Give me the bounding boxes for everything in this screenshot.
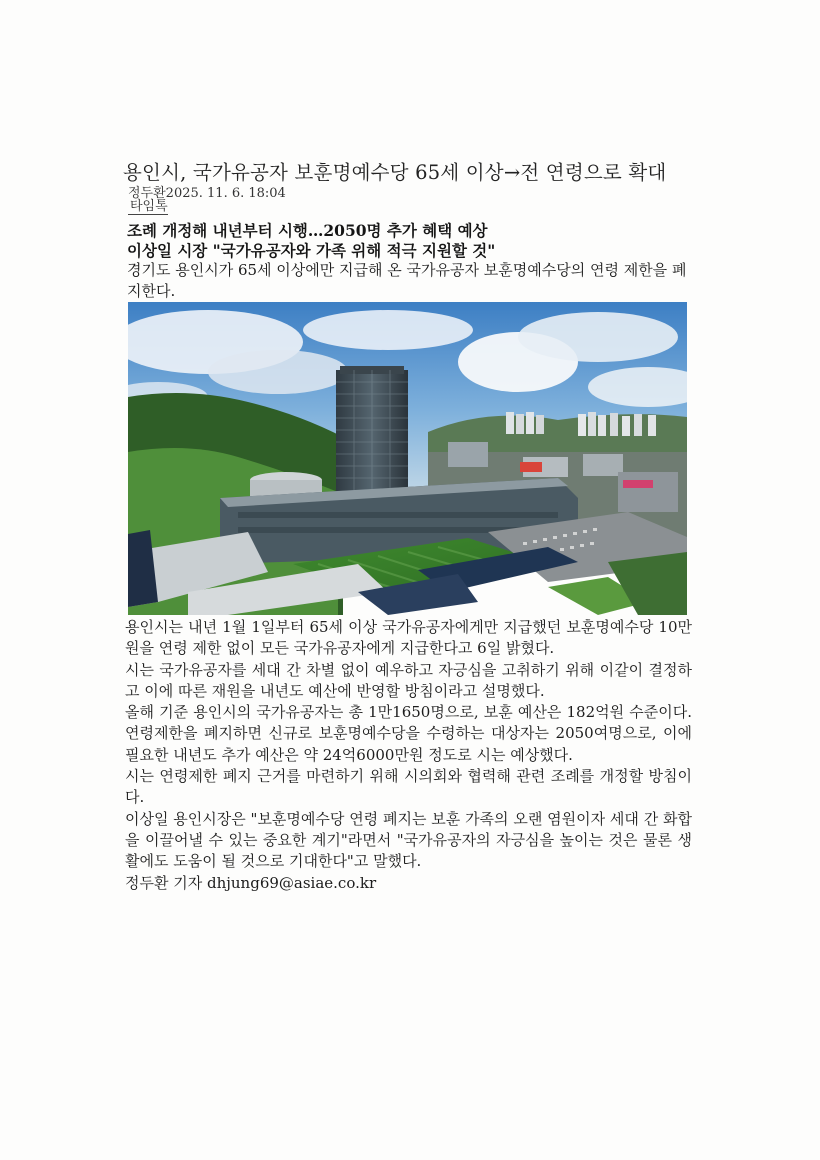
body-paragraph-1: 용인시는 내년 1월 1일부터 65세 이상 국가유공자에게만 지급했던 보훈명예수당 10만원을 연령 제한 없이 모든 국가유공자에게 지급한다고 6일 밝혔다. [125,618,692,658]
article-subhead-1: 조례 개정해 내년부터 시행…2050명 추가 혜택 예상 [127,221,488,240]
article-subhead-2: 이상일 시장 "국가유공자와 가족 위해 적극 지원할 것" [127,241,496,260]
body-paragraph-4: 시는 연령제한 폐지 근거를 마련하기 위해 시의회와 협력해 관련 조례를 개정할 방침이다. [125,767,692,807]
city-hall-photo [128,302,687,615]
reporter-signature: 정두환 기자 dhjung69@asiae.co.kr [125,873,377,892]
article-body [125,617,692,894]
article-headline: 용인시, 국가유공자 보훈명예수당 65세 이상→전 연령으로 확대 [123,161,667,184]
source-link[interactable]: 타임톡 [130,199,168,214]
article-lead: 경기도 용인시가 65세 이상에만 지급해 온 국가유공자 보훈명예수당의 연령 제한을 폐지한다. [127,261,687,300]
body-paragraph-5: 이상일 용인시장은 "보훈명예수당 연령 폐지는 보훈 가족의 오랜 염원이자 세대 간 화합을 이끌어낼 수 있는 중요한 계기"라면서 "국가유공자의 자긍심을 높이는 것은 물론 생활에도 도움이 될 것으로 기대한다"고 말했다. [125,809,692,871]
body-paragraph-3: 올해 기준 용인시의 국가유공자는 총 1만1650명으로, 보훈 예산은 182억원 수준이다. 연령제한을 폐지하면 신규로 보훈명예수당을 수령하는 대상자는 2050여명으로, 이에 필요한 내년도 추가 예산은 약 24억6000만원 정도로 시는 예상했다. [125,703,692,764]
article-byline: 정두환2025. 11. 6. 18:04 [128,186,286,201]
body-paragraph-2: 시는 국가유공자를 세대 간 차별 없이 예우하고 자긍심을 고취하기 위해 이같이 결정하고 이에 따른 재원을 내년도 예산에 반영할 방침이라고 설명했다. [125,660,692,700]
